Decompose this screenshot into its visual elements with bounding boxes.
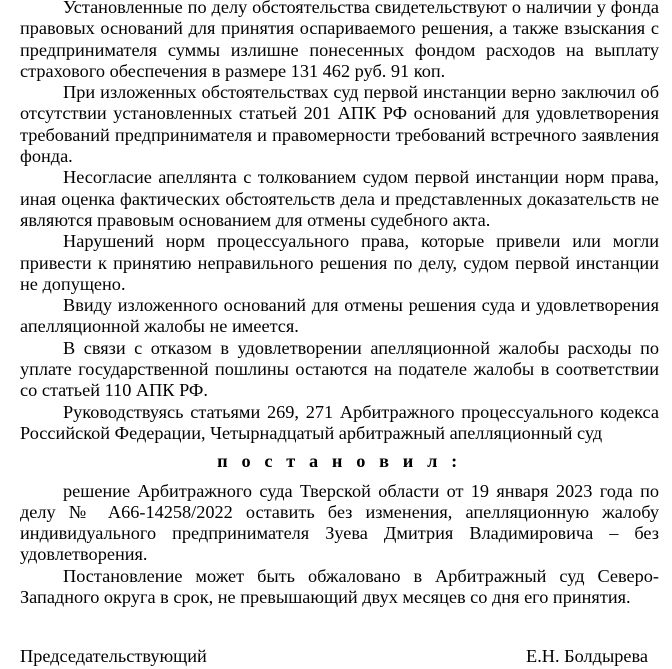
paragraph-disagreement: Несогласие апеллянта с толкованием судом первой инстанции норм права, иная оценка фактических обстоятельств дела и представленных доказательств не являются правовым основанием для отмены судебного акта.	[20, 167, 659, 230]
signature-name: Е.Н. Болдырева	[526, 646, 648, 666]
paragraph-guided-by: Руководствуясь статьями 269, 271 Арбитражного процессуального кодекса Российской Федерации, Четырнадцатый арбитражный апелляционный суд	[20, 401, 659, 443]
paragraph-appeal-right: Постановление может быть обжаловано в Арбитражный суд Северо-Западного округа в срок, не превышающий двух месяцев со дня его принятия.	[20, 565, 659, 608]
paragraph-state-fee: В связи с отказом в удовлетворении апелляционной жалобы расходы по уплате государственной пошлины остаются на подателе жалобы в соответствии со статьей 110 АПК РФ.	[20, 337, 659, 401]
signature-role: Председательствующий	[20, 646, 207, 666]
signature-block	[20, 646, 648, 667]
paragraph-grounds: Установленные по делу обстоятельства свидетельствуют о наличии у фонда правовых оснований для принятия оспариваемого решения, а также взыскания с предпринимателя суммы излишне понесенных фондом расходов на выплату страхового обеспечения в размере 131 462 руб. 91 коп.	[20, 0, 659, 81]
paragraph-procedural-violations: Нарушений норм процессуального права, которые привели или могли привести к принятию неправильного решения по делу, судом первой инстанции не допущено.	[20, 231, 659, 294]
paragraph-conclusion: При изложенных обстоятельствах суд первой инстанции верно заключил об отсутствии установленных статьей 201 АПК РФ оснований для удовлетворения требований предпринимателя и правомерности требований встречного заявления фонда.	[20, 82, 659, 167]
paragraph-decision: решение Арбитражного суда Тверской области от 19 января 2023 года по делу № А66-14258/2022 оставить без изменения, апелляционную жалобу индивидуального предпринимателя Зуева Дмитрия Владимировича – без удовлетворения.	[20, 480, 659, 565]
resolution-heading: п о с т а н о в и л :	[217, 451, 462, 472]
paragraph-no-grounds: Ввиду изложенного оснований для отмены решения суда и удовлетворения апелляционной жалобы не имеется.	[20, 295, 659, 337]
document-page	[20, 0, 659, 608]
